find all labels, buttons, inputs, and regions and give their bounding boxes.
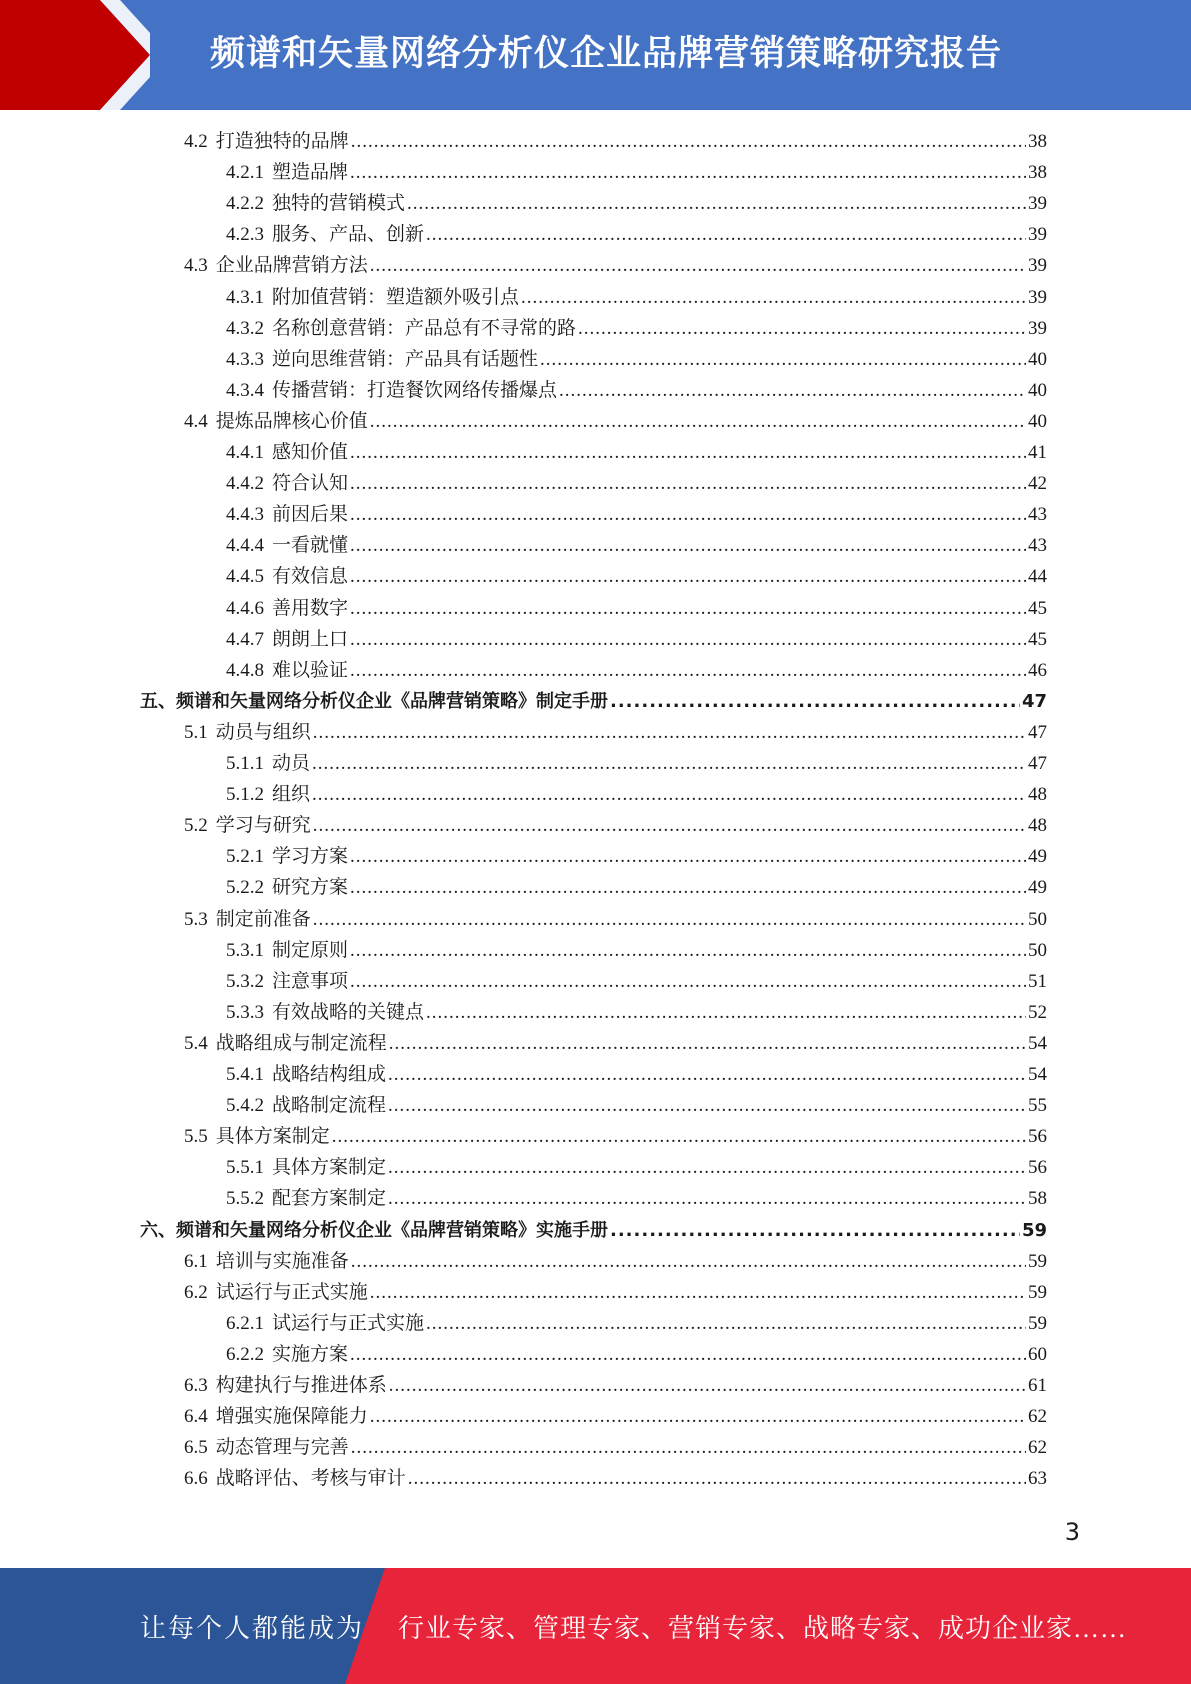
toc-entry[interactable] <box>140 686 1047 717</box>
toc-entry-title: 动员与组织 <box>215 721 311 743</box>
toc-entry-title: 培训与实施准备 <box>215 1250 349 1272</box>
toc-dot-leader <box>350 437 1026 468</box>
toc-entry[interactable] <box>184 1246 1047 1277</box>
toc-entry-page: 39 <box>1028 286 1047 308</box>
toc-entry-number: 4.4.2 <box>226 473 264 495</box>
toc-entry-title: 战略评估、考核与审计 <box>215 1468 406 1490</box>
toc-dot-leader <box>350 157 1026 188</box>
toc-entry-number: 5.4.1 <box>226 1064 264 1085</box>
toc-entry-title: 一看就懂 <box>272 535 349 557</box>
toc-entry-title: 逆向思维营销：产品具有话题性 <box>272 348 539 370</box>
toc-dot-leader <box>350 966 1026 997</box>
toc-entry-title: 有效信息 <box>272 566 349 588</box>
toc-entry[interactable] <box>184 126 1047 157</box>
toc-dot-leader <box>426 219 1026 250</box>
header-red-chevron <box>0 0 150 110</box>
toc-entry-page: 43 <box>1028 504 1047 526</box>
toc-entry-page: 38 <box>1028 162 1047 184</box>
toc-entry-title: 附加值营销：塑造额外吸引点 <box>272 286 520 308</box>
toc-entry-number: 5.5 <box>184 1126 208 1148</box>
toc-entry[interactable] <box>226 935 1047 966</box>
toc-entry[interactable] <box>184 1121 1047 1152</box>
toc-dot-leader <box>408 1463 1026 1494</box>
toc-entry-number: 4.3 <box>184 255 208 277</box>
toc-entry-title: 频谱和矢量网络分析仪企业《品牌营销策略》实施手册 <box>176 1219 608 1241</box>
toc-entry-title: 注意事项 <box>272 970 349 992</box>
toc-entry-number: 6.2.1 <box>226 1312 264 1334</box>
toc-entry[interactable] <box>226 313 1047 344</box>
toc-dot-leader <box>313 810 1026 841</box>
toc-dot-leader <box>388 1059 1026 1090</box>
toc-entry-page: 39 <box>1028 193 1047 215</box>
toc-entry-title: 有效战略的关键点 <box>272 1001 425 1023</box>
toc-dot-leader <box>351 126 1026 157</box>
toc-entry-title: 战略组成与制定流程 <box>215 1032 387 1054</box>
toc-entry[interactable] <box>226 1152 1047 1183</box>
toc-entry[interactable] <box>184 1432 1047 1463</box>
toc-entry[interactable] <box>226 1059 1047 1090</box>
toc-entry-page: 59 <box>1028 1281 1047 1303</box>
toc-entry-title: 战略制定流程 <box>272 1095 387 1117</box>
toc-dot-leader <box>350 530 1026 561</box>
page-footer <box>0 1568 1191 1684</box>
toc-entry-number: 4.3.1 <box>226 286 264 308</box>
toc-entry[interactable] <box>184 810 1047 841</box>
toc-dot-leader <box>332 1121 1026 1152</box>
toc-entry-page: 47 <box>1028 721 1047 743</box>
toc-entry-number: 4.4.4 <box>226 535 264 557</box>
toc-entry-page: 55 <box>1028 1095 1047 1117</box>
toc-entry-number: 6.2.2 <box>226 1343 264 1365</box>
toc-entry-number: 5.2.2 <box>226 877 264 899</box>
toc-entry-page: 44 <box>1028 566 1047 588</box>
toc-entry-title: 独特的营销模式 <box>272 193 406 215</box>
toc-entry[interactable] <box>226 655 1047 686</box>
toc-entry[interactable] <box>184 406 1047 437</box>
toc-dot-leader <box>426 997 1026 1028</box>
toc-entry-title: 配套方案制定 <box>272 1188 387 1210</box>
toc-entry[interactable] <box>184 904 1047 935</box>
toc-entry[interactable] <box>184 1028 1047 1059</box>
toc-entry-title: 服务、产品、创新 <box>272 224 425 246</box>
page-number: 3 <box>1064 1518 1080 1546</box>
toc-dot-leader <box>370 250 1026 281</box>
toc-entry-number: 5.2.1 <box>226 846 264 868</box>
toc-entry[interactable] <box>226 997 1047 1028</box>
toc-dot-leader <box>350 561 1026 592</box>
toc-dot-leader <box>350 841 1026 872</box>
toc-entry[interactable] <box>184 717 1047 748</box>
toc-dot-leader <box>370 406 1026 437</box>
toc-dot-leader <box>350 593 1026 624</box>
toc-entry-page: 62 <box>1028 1406 1047 1428</box>
toc-entry-title: 制定前准备 <box>215 908 311 930</box>
toc-entry-title: 打造独特的品牌 <box>215 131 349 152</box>
toc-dot-leader <box>370 1401 1026 1432</box>
toc-entry[interactable] <box>184 1277 1047 1308</box>
toc-entry-page: 40 <box>1028 379 1047 401</box>
toc-entry-number: 5.1.2 <box>226 784 264 806</box>
toc-entry-title: 具体方案制定 <box>215 1126 330 1148</box>
toc-entry-number: 4.3.4 <box>226 379 264 401</box>
toc-entry[interactable] <box>184 250 1047 281</box>
toc-entry-title: 试运行与正式实施 <box>272 1312 425 1334</box>
toc-entry-title: 企业品牌营销方法 <box>215 255 368 277</box>
toc-entry-page: 39 <box>1028 224 1047 246</box>
toc-dot-leader <box>389 1028 1026 1059</box>
toc-entry-title: 构建执行与推进体系 <box>215 1375 387 1396</box>
toc-entry-number: 5.2 <box>184 815 208 837</box>
toc-entry-title: 学习与研究 <box>215 815 311 837</box>
toc-entry-number: 5.4 <box>184 1032 208 1054</box>
toc-entry[interactable] <box>184 1401 1047 1432</box>
toc-entry-number: 6.3 <box>184 1375 208 1396</box>
toc-entry-page: 47 <box>1021 690 1047 712</box>
toc-entry[interactable] <box>226 282 1047 313</box>
toc-entry-title: 增强实施保障能力 <box>215 1406 368 1428</box>
toc-entry-title: 实施方案 <box>272 1343 349 1365</box>
toc-entry-page: 51 <box>1028 970 1047 992</box>
toc-entry-page: 47 <box>1028 753 1047 774</box>
toc-entry-title: 符合认知 <box>272 473 349 495</box>
toc-entry[interactable] <box>226 344 1047 375</box>
toc-entry-number: 4.4 <box>184 410 208 432</box>
toc-entry[interactable] <box>226 966 1047 997</box>
toc-entry[interactable] <box>226 499 1047 530</box>
toc-dot-leader <box>313 717 1026 748</box>
toc-dot-leader <box>350 499 1026 530</box>
toc-entry-page: 46 <box>1028 659 1047 681</box>
toc-entry-number: 5.3.1 <box>226 939 264 961</box>
toc-entry-title: 组织 <box>272 784 311 806</box>
toc-entry[interactable] <box>226 593 1047 624</box>
toc-entry[interactable] <box>226 375 1047 406</box>
toc-dot-leader <box>350 1339 1026 1370</box>
toc-dot-leader <box>370 1277 1026 1308</box>
toc-entry-number: 五、 <box>140 690 176 712</box>
toc-entry-title: 学习方案 <box>272 846 349 868</box>
toc-entry-page: 38 <box>1028 131 1047 152</box>
document-title: 频谱和矢量网络分析仪企业品牌营销策略研究报告 <box>210 34 1003 74</box>
toc-dot-leader <box>388 1090 1026 1121</box>
toc-entry-page: 39 <box>1028 255 1047 277</box>
toc-entry-number: 5.5.1 <box>226 1157 264 1179</box>
toc-dot-leader <box>610 686 1020 717</box>
toc-entry-title: 研究方案 <box>272 877 349 899</box>
toc-dot-leader <box>350 872 1026 903</box>
toc-entry-number: 4.3.3 <box>226 348 264 370</box>
toc-entry-number: 4.2.2 <box>226 193 264 215</box>
toc-entry[interactable] <box>226 1090 1047 1121</box>
toc-entry-number: 4.4.8 <box>226 659 264 681</box>
toc-entry-page: 59 <box>1028 1312 1047 1334</box>
toc-entry-page: 48 <box>1028 815 1047 837</box>
toc-dot-leader <box>351 1432 1026 1463</box>
footer-slogan-left: 让每个人都能成为 <box>140 1614 365 1643</box>
toc-entry-number: 4.2.1 <box>226 162 264 184</box>
toc-dot-leader <box>350 655 1026 686</box>
toc-entry-page: 52 <box>1028 1001 1047 1023</box>
toc-entry[interactable] <box>184 1463 1047 1494</box>
toc-entry[interactable] <box>226 219 1047 250</box>
footer-slogan-right: 行业专家、管理专家、营销专家、战略专家、成功企业家…… <box>398 1614 1128 1643</box>
toc-dot-leader <box>350 624 1026 655</box>
toc-entry[interactable] <box>226 561 1047 592</box>
toc-entry-page: 56 <box>1028 1126 1047 1148</box>
toc-entry-number: 5.3.2 <box>226 970 264 992</box>
toc-entry[interactable] <box>226 530 1047 561</box>
toc-entry[interactable] <box>226 841 1047 872</box>
toc-entry-page: 50 <box>1028 908 1047 930</box>
toc-entry[interactable] <box>140 1215 1047 1246</box>
toc-entry-title: 感知价值 <box>272 442 349 463</box>
toc-entry-page: 56 <box>1028 1157 1047 1179</box>
toc-entry-page: 49 <box>1028 877 1047 899</box>
toc-dot-leader <box>426 1308 1026 1339</box>
toc-entry-page: 58 <box>1028 1188 1047 1210</box>
toc-dot-leader <box>388 1183 1026 1214</box>
toc-entry[interactable] <box>226 1339 1047 1370</box>
toc-dot-leader <box>350 468 1026 499</box>
toc-entry[interactable] <box>226 468 1047 499</box>
toc-entry-title: 试运行与正式实施 <box>215 1281 368 1303</box>
toc-entry-title: 动态管理与完善 <box>215 1437 349 1459</box>
toc-entry-title: 前因后果 <box>272 504 349 526</box>
toc-entry-number: 4.2.3 <box>226 224 264 246</box>
toc-entry-number: 6.5 <box>184 1437 208 1459</box>
toc-entry-title: 频谱和矢量网络分析仪企业《品牌营销策略》制定手册 <box>176 690 608 712</box>
toc-entry-number: 4.3.2 <box>226 317 264 339</box>
toc-entry-number: 4.4.3 <box>226 504 264 526</box>
toc-entry-page: 59 <box>1021 1219 1047 1241</box>
toc-entry[interactable] <box>226 437 1047 468</box>
toc-entry[interactable] <box>226 748 1047 779</box>
toc-entry-page: 40 <box>1028 410 1047 432</box>
toc-dot-leader <box>559 375 1026 406</box>
toc-entry-title: 提炼品牌核心价值 <box>215 410 368 432</box>
toc-entry-number: 4.4.7 <box>226 628 264 650</box>
toc-entry-number: 5.4.2 <box>226 1095 264 1117</box>
toc-entry-page: 50 <box>1028 939 1047 961</box>
toc-dot-leader <box>313 904 1026 935</box>
toc-dot-leader <box>350 935 1026 966</box>
toc-entry-number: 4.4.5 <box>226 566 264 588</box>
toc-entry-number: 6.6 <box>184 1468 208 1490</box>
toc-entry-page: 42 <box>1028 473 1047 495</box>
toc-entry-number: 5.1.1 <box>226 753 264 774</box>
toc-dot-leader <box>312 748 1026 779</box>
toc-entry-number: 4.2 <box>184 131 208 152</box>
toc-entry-page: 40 <box>1028 348 1047 370</box>
toc-entry-title: 名称创意营销：产品总有不寻常的路 <box>272 317 577 339</box>
toc-dot-leader <box>312 779 1026 810</box>
toc-entry-page: 43 <box>1028 535 1047 557</box>
toc-entry-number: 6.1 <box>184 1250 208 1272</box>
toc-entry-page: 45 <box>1028 597 1047 619</box>
toc-entry[interactable] <box>226 624 1047 655</box>
toc-dot-leader <box>388 1152 1026 1183</box>
toc-dot-leader <box>610 1215 1020 1246</box>
toc-entry-title: 具体方案制定 <box>272 1157 387 1179</box>
toc-entry-title: 战略结构组成 <box>272 1064 387 1085</box>
toc-entry[interactable] <box>226 779 1047 810</box>
toc-entry-title: 善用数字 <box>272 597 349 619</box>
toc-entry-title: 朗朗上口 <box>272 628 349 650</box>
toc-entry-title: 难以验证 <box>272 659 349 681</box>
toc-dot-leader <box>389 1370 1026 1401</box>
toc-entry-page: 54 <box>1028 1032 1047 1054</box>
toc-entry-page: 61 <box>1028 1375 1047 1396</box>
toc-entry-page: 49 <box>1028 846 1047 868</box>
toc-dot-leader <box>407 188 1026 219</box>
toc-entry[interactable] <box>226 1183 1047 1214</box>
toc-entry-number: 5.3 <box>184 908 208 930</box>
toc-entry[interactable] <box>226 188 1047 219</box>
toc-entry-page: 41 <box>1028 442 1047 463</box>
toc-entry-page: 39 <box>1028 317 1047 339</box>
toc-entry-number: 5.3.3 <box>226 1001 264 1023</box>
toc-entry-page: 60 <box>1028 1343 1047 1365</box>
toc-entry-number: 4.4.1 <box>226 442 264 463</box>
toc-dot-leader <box>540 344 1026 375</box>
toc-entry[interactable] <box>226 1308 1047 1339</box>
toc-entry-number: 6.2 <box>184 1281 208 1303</box>
toc-entry[interactable] <box>184 1370 1047 1401</box>
toc-entry[interactable] <box>226 872 1047 903</box>
toc-entry-page: 59 <box>1028 1250 1047 1272</box>
toc-entry-title: 制定原则 <box>272 939 349 961</box>
toc-entry-page: 63 <box>1028 1468 1047 1490</box>
page-header <box>0 0 1191 110</box>
toc-entry-number: 5.1 <box>184 721 208 743</box>
toc-dot-leader <box>351 1246 1026 1277</box>
toc-entry-title: 传播营销：打造餐饮网络传播爆点 <box>272 379 558 401</box>
toc-entry-page: 45 <box>1028 628 1047 650</box>
toc-entry-page: 54 <box>1028 1064 1047 1085</box>
toc-entry[interactable] <box>226 157 1047 188</box>
toc-dot-leader <box>578 313 1026 344</box>
toc-entry-number: 4.4.6 <box>226 597 264 619</box>
toc-entry-title: 塑造品牌 <box>272 162 349 184</box>
toc-entry-number: 六、 <box>140 1219 176 1241</box>
toc-entry-page: 48 <box>1028 784 1047 806</box>
toc-entry-number: 5.5.2 <box>226 1188 264 1210</box>
toc-entry-page: 62 <box>1028 1437 1047 1459</box>
toc-entry-title: 动员 <box>272 753 311 774</box>
toc-dot-leader <box>521 282 1026 313</box>
toc-entry-number: 6.4 <box>184 1406 208 1428</box>
